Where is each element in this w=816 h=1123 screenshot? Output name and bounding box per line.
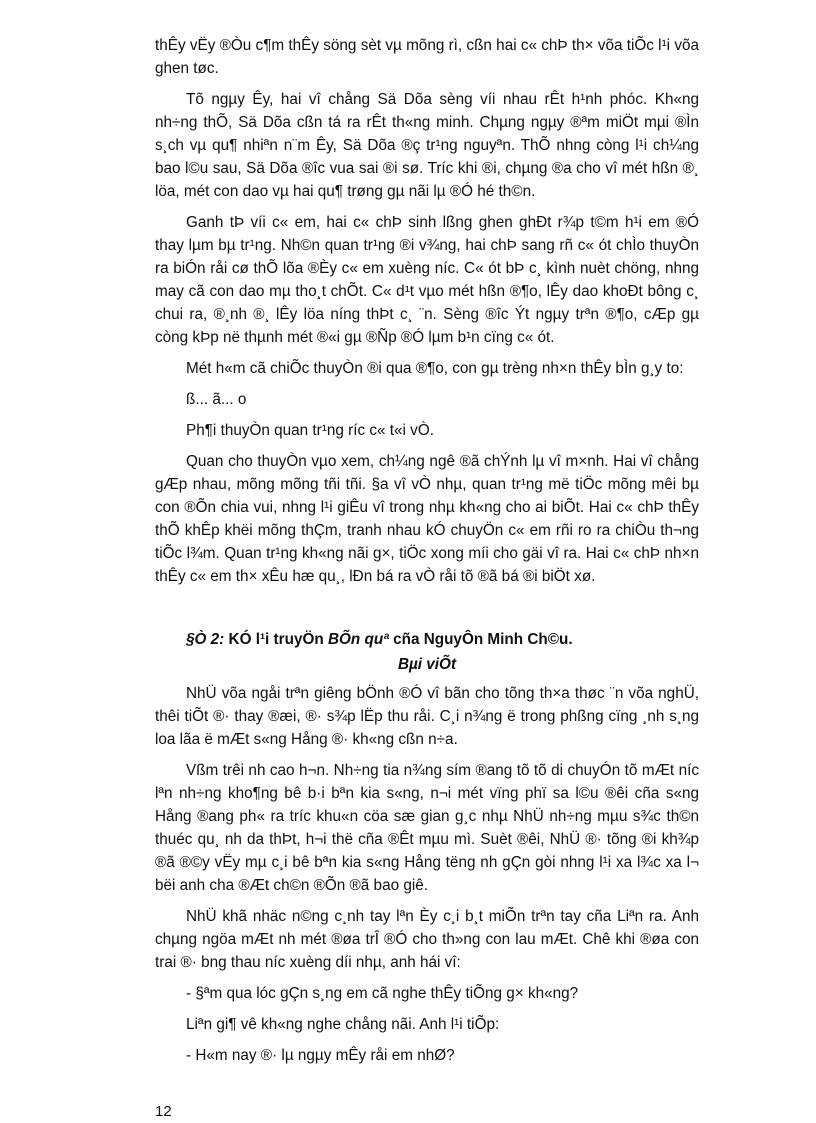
dialogue-line: Liªn gi¶ vê kh«ng nghe chång nãi. Anh l¹i tiÕp: <box>186 1016 500 1033</box>
paragraph: thÊy vËy ®Òu c¶m thÊy söng sèt vµ mõng rì, cßn hai c« chÞ th× võa tiÕc l¹i võa ghen tøc. <box>155 37 699 77</box>
rooster-call-line: ß... ã... o <box>186 391 247 408</box>
dialogue-line: - §ªm qua lóc gÇn s¸ng em cã nghe thÊy tiÕng g× kh«ng? <box>186 985 579 1002</box>
text-column <box>155 34 699 1075</box>
paragraph: Tõ ngµy Êy, hai vî chång Sä Dõa sèng víi nhau rÊt h¹nh phóc. Kh«ng nh÷ng thÕ, Sä Dõa cßn tá ra rÊt th«ng minh. Chµng ngµy ®ªm miÖt mµi ®Ìn s¸ch vµ qu¶ nhiªn n¨m Êy, Sä Dõa ®ç tr¹ng nguyªn. ThÕ nhng còng l¹i ch¼ng bao l©u sau, Sä Dõa ®îc vua sai ®i sø. Tríc khi ®i, chµng ®a cho vî mét hßn ®¸ löa, mét con dao vµ hai qu¶ trøng gµ nãi lµ ®Ó hé th©n. <box>155 91 699 200</box>
paragraph: NhÜ võa ngåi trªn giêng bÖnh ®Ó vî bãn cho tõng th×a thøc ¨n võa nghÜ, thêi tiÕt ®· thay ®æi, ®· s¾p lËp thu råi. C¸i n¾ng ë trong phßng cïng ¸nh s¸ng loa lãa ë mÆt s«ng Hång ®· kh«ng cßn n÷a. <box>155 685 699 748</box>
paragraph: Vßm trêi nh cao h¬n. Nh÷ng tia n¾ng sím ®ang tõ tõ di chuyÓn tõ mÆt níc lªn nh÷ng kho¶ng bê b·i bªn kia s«ng, n¬i mét vïng phï sa l©u ®êi cña s«ng Hång ®ang ph« ra tríc khu«n cöa sæ gian g¸c nhµ NhÜ nh÷ng mµu s¾c th©n thuéc qu¸ nh da thÞt, h¬i thë cña ®Êt mµu mì. Suèt ®êi, NhÜ ®· tõng ®i kh¾p ®ã ®©y vËy mµ c¸i bê bªn kia s«ng Hång tëng nh gÇn gòi nhng l¹i xa l¾c xa l¬ bëi anh cha ®Æt ch©n ®Õn ®ã bao giê. <box>155 762 699 894</box>
heading-prefix: §Ò 2: <box>186 631 225 648</box>
paragraph: NhÜ khã nhäc n©ng c¸nh tay lªn Èy c¸i b¸t miÕn trªn tay cña Liªn ra. Anh chµng ngöa mÆt nh mét ®øa trÎ ®Ó cho th»ng con lau mÆt. Chê khi ®øa con trai ®· bng thau níc xuèng díi nhµ, anh hái vî: <box>155 908 699 971</box>
heading-story-title: BÕn quª <box>327 631 389 648</box>
paragraph: Mét h«m cã chiÕc thuyÒn ®i qua ®¶o, con gµ trèng nh×n thÊy bÌn g¸y to: <box>186 360 684 377</box>
section-heading <box>155 628 699 651</box>
paragraph: Quan cho thuyÒn vµo xem, ch¼ng ngê ®ã chÝnh lµ vî m×nh. Hai vî chång gÆp nhau, mõng mõng tñi tñi. §a vî vÒ nhµ, quan tr¹ng më tiÖc mõng mêi bµ con ®Õn chia vui, nhng l¹i giÊu vî trong nhµ kh«ng cho ai biÕt. Hai c« chÞ thÊy thÕ khÊp khëi mõng thÇm, tranh nhau kÓ chuyÖn c« em rñi ro ra chiÒu th¬ng tiÕc l¾m. Quan tr¹ng kh«ng nãi g×, tiÖc xong míi cho gäi vî ra. Hai c« chÞ nh×n thÊy c« em th× xÊu hæ qu¸, lÐn bá ra vÒ råi tõ ®ã bá ®i biÖt xø. <box>155 453 699 585</box>
heading-middle: KÓ l¹i truyÖn <box>224 631 328 648</box>
heading-suffix: cña NguyÔn Minh Ch©u. <box>388 631 573 648</box>
paragraph: Ganh tÞ víi c« em, hai c« chÞ sinh lßng ghen ghÐt r¾p t©m h¹i em ®Ó thay lµm bµ tr¹ng. Nh©n quan tr¹ng ®i v¾ng, hai chÞ sang rñ c« ót chÌo thuyÒn ra biÓn råi cø thÕ lõa ®Èy c« em xuèng níc. C« ót bÞ c¸ kình nuèt chöng, nhng may cã con dao mµ tho¸t chÕt. C« d¹t vµo mét hßn ®¶o, lÊy dao khoÐt bông c¸ chui ra, ®¸nh ®¸ lÊy löa níng thÞt c¸ ¨n. Sèng ®îc Ýt ngµy trªn ®¶o, cÆp gµ còng kÞp në thµnh mét ®«i gµ ®Ñp ®Ó lµm b¹n cïng c« ót. <box>155 214 699 346</box>
section-subheading: Bµi viÕt <box>397 656 457 673</box>
dialogue-line: - H«m nay ®· lµ ngµy mÊy råi em nhØ? <box>186 1047 455 1064</box>
rooster-call-line: Ph¶i thuyÒn quan tr¹ng ríc c« t«i vÒ. <box>186 422 434 439</box>
page-number: 12 <box>155 1103 172 1120</box>
